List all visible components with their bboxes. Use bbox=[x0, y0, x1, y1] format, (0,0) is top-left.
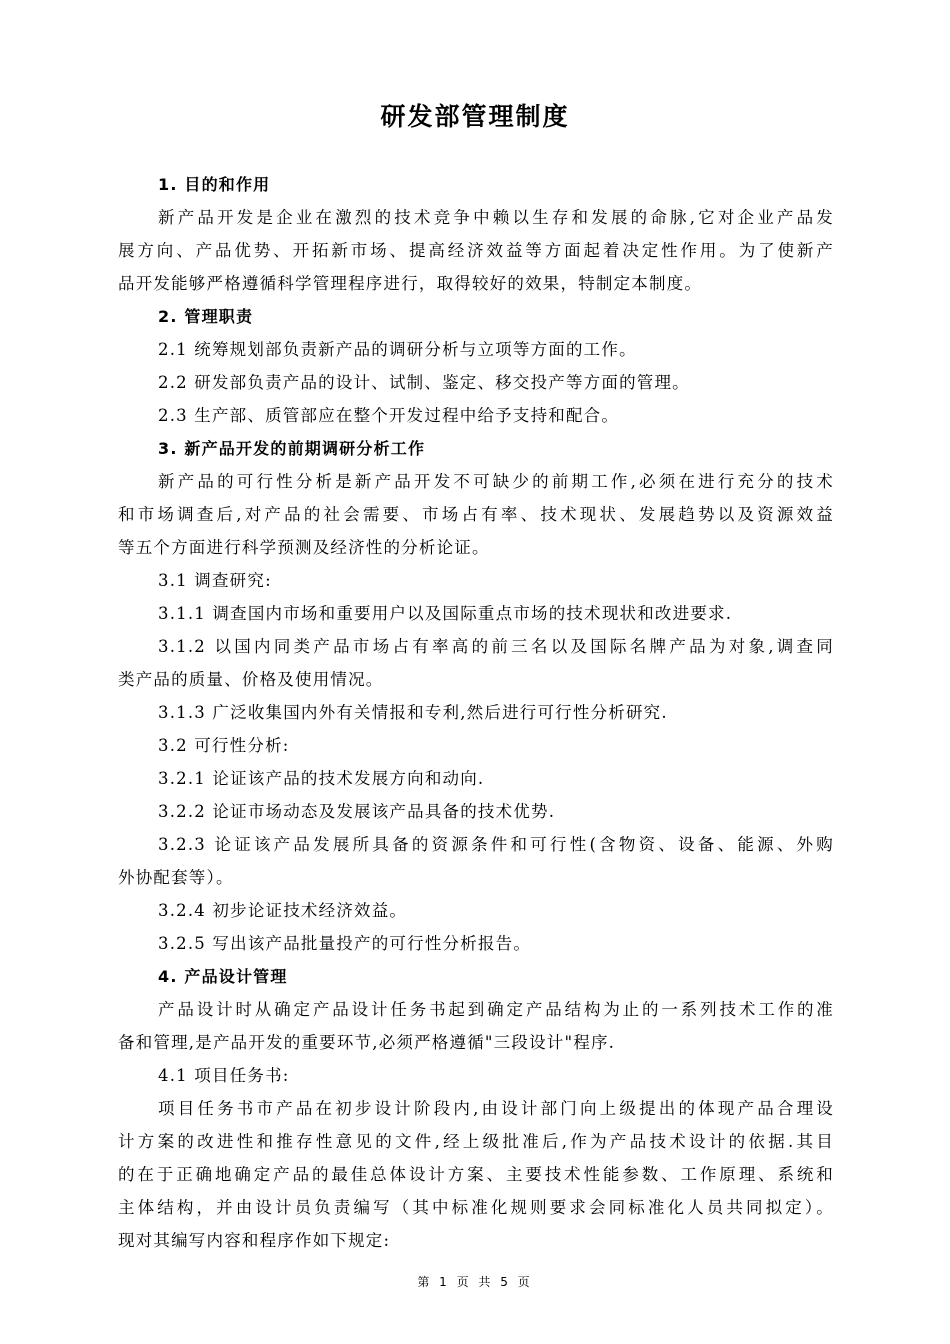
body-text-line: 产品设计时从确定产品设计任务书起到确定产品结构为止的一系列技术工作的准 bbox=[158, 1000, 834, 1019]
section-heading: 3. 新产品开发的前期调研分析工作 bbox=[158, 439, 426, 458]
body-text-line: 品开发能够严格遵循科学管理程序进行，取得较好的效果，特制定本制度。 bbox=[118, 274, 703, 293]
body-text-line: 3.2.5 写出该产品批量投产的可行性分析报告。 bbox=[158, 934, 532, 953]
body-text-line: 等五个方面进行科学预测及经济性的分析论证。 bbox=[118, 538, 490, 557]
body-text-line: 3.2.2 论证市场动态及发展该产品具备的技术优势. bbox=[158, 802, 556, 821]
body-text-line: 新产品的可行性分析是新产品开发不可缺少的前期工作,必须在进行充分的技术 bbox=[158, 472, 834, 491]
body-text-line: 新产品开发是企业在激烈的技术竞争中赖以生存和发展的命脉,它对企业产品发 bbox=[158, 208, 834, 227]
body-text-line: 项目任务书市产品在初步设计阶段内,由设计部门向上级提出的体现产品合理设 bbox=[158, 1099, 834, 1118]
body-text-line: 2.3 生产部、质管部应在整个开发过程中给予支持和配合。 bbox=[158, 406, 620, 425]
body-text-line: 2.2 研发部负责产品的设计、试制、鉴定、移交投产等方面的管理。 bbox=[158, 373, 690, 392]
body-text-line: 现对其编写内容和程序作如下规定: bbox=[118, 1231, 391, 1250]
document-title: 研发部管理制度 bbox=[380, 102, 570, 131]
section-heading: 4. 产品设计管理 bbox=[158, 967, 288, 986]
body-text-line: 的在于正确地确定产品的最佳总体设计方案、主要技术性能参数、工作原理、系统和 bbox=[118, 1165, 834, 1184]
body-text-line: 3.2.4 初步论证技术经济效益。 bbox=[158, 901, 408, 920]
section-heading: 2. 管理职责 bbox=[158, 307, 254, 326]
body-text-line: 3.1 调查研究: bbox=[158, 571, 272, 590]
body-text-line: 3.2.3 论证该产品发展所具备的资源条件和可行性(含物资、设备、能源、外购 bbox=[158, 835, 834, 854]
body-text-line: 3.2 可行性分析: bbox=[158, 736, 290, 755]
body-text-line: 备和管理,是产品开发的重要环节,必须严格遵循"三段设计"程序. bbox=[118, 1033, 616, 1052]
body-text-line: 和市场调查后,对产品的社会需要、市场占有率、技术现状、发展趋势以及资源效益 bbox=[118, 505, 834, 524]
body-text-line: 3.1.3 广泛收集国内外有关情报和专利,然后进行可行性分析研究. bbox=[158, 703, 668, 722]
body-text-line: 展方向、产品优势、开拓新市场、提高经济效益等方面起着决定性作用。为了使新产 bbox=[118, 241, 834, 260]
body-text-line: 类产品的质量、价格及使用情况。 bbox=[118, 670, 384, 689]
page-footer: 第 1 页 共 5 页 bbox=[417, 1275, 533, 1289]
body-text-line: 主体结构，并由设计员负责编写（其中标准化规则要求会同标准化人员共同拟定）。 bbox=[118, 1198, 834, 1217]
body-text-line: 3.2.1 论证该产品的技术发展方向和动向. bbox=[158, 769, 485, 788]
body-text-line: 计方案的改进性和推存性意见的文件,经上级批准后,作为产品技术设计的依据.其目 bbox=[118, 1132, 834, 1151]
body-text-line: 4.1 项目任务书: bbox=[158, 1066, 290, 1085]
section-heading: 1. 目的和作用 bbox=[158, 175, 271, 194]
body-text-line: 3.1.1 调查国内市场和重要用户以及国际重点市场的技术现状和改进要求. bbox=[158, 604, 733, 623]
body-text-line: 3.1.2 以国内同类产品市场占有率高的前三名以及国际名牌产品为对象,调查同 bbox=[158, 637, 834, 656]
body-text-line: 2.1 统筹规划部负责新产品的调研分析与立项等方面的工作。 bbox=[158, 340, 637, 359]
document-body bbox=[118, 168, 834, 1257]
body-text-line: 外协配套等）。 bbox=[118, 868, 234, 887]
